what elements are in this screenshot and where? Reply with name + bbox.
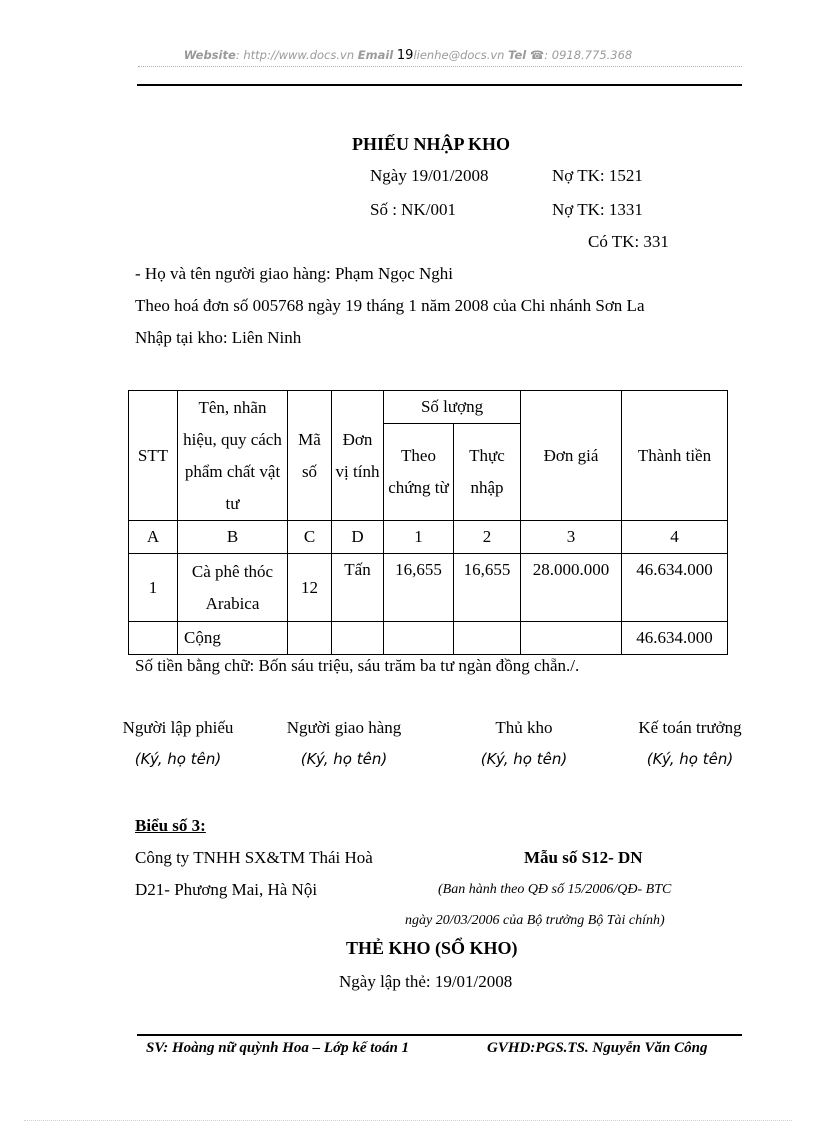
index-cell: 3 (521, 521, 622, 554)
header-code: Mã số (288, 391, 332, 521)
index-cell: 1 (384, 521, 454, 554)
receipt-date: Ngày 19/01/2008 (370, 166, 489, 185)
amount-in-words: Số tiền bằng chữ: Bốn sáu triệu, sáu trăm ba tư ngàn đồng chẵn./. (135, 656, 580, 675)
warehouse-line: Nhập tại kho: Liên Ninh (135, 328, 302, 347)
stock-card-title: THẺ KHO (SỔ KHO) (346, 938, 518, 958)
page-number: 19 (396, 48, 414, 63)
table-row (129, 554, 728, 622)
signature-chief-accountant (620, 718, 760, 768)
header-quantity: Số lượng (384, 391, 521, 424)
index-cell: D (332, 521, 384, 554)
total-empty-cell (129, 622, 178, 655)
debit-account-1: Nợ TK: 1521 (552, 166, 643, 185)
total-row (129, 622, 728, 655)
page-header (0, 48, 816, 63)
phone-icon: ☎ (529, 48, 545, 62)
index-cell: B (178, 521, 288, 554)
signature-storekeeper (454, 718, 594, 768)
header-amount: Thành tiền (622, 391, 728, 521)
signature-role: Người giao hàng (286, 718, 402, 737)
total-empty-cell (332, 622, 384, 655)
item-unit: Tấn (332, 554, 384, 622)
index-cell: 2 (454, 521, 521, 554)
deliverer-line: - Họ và tên người giao hàng: Phạm Ngọc Nghi (135, 264, 454, 283)
total-empty-cell (288, 622, 332, 655)
issuance-note-1: (Ban hành theo QĐ số 15/2006/QĐ- BTC (438, 882, 672, 897)
company-address: D21- Phương Mai, Hà Nội (135, 880, 318, 899)
signature-role: Kế toán trưởng (638, 718, 742, 737)
item-name: Cà phê thóc Arabica (178, 554, 288, 622)
total-label: Cộng (178, 622, 288, 655)
item-unit-price: 28.000.000 (521, 554, 622, 622)
issuance-note-2: ngày 20/03/2006 của Bộ trưởng Bộ Tài chính) (405, 913, 665, 928)
form-code: Mẫu số S12- DN (524, 848, 643, 867)
page-bottom-dotted-rule (24, 1120, 792, 1121)
header-item-name: Tên, nhãn hiệu, quy cách phẩm chất vật tư (178, 391, 288, 521)
item-code: 12 (288, 554, 332, 622)
appendix-label: Biểu số 3: (135, 816, 206, 835)
signature-note: (Ký, họ tên) (300, 750, 388, 768)
index-cell: A (129, 521, 178, 554)
index-cell: C (288, 521, 332, 554)
receipt-title: PHIẾU NHẬP KHO (352, 134, 511, 154)
credit-account: Có TK: 331 (588, 232, 669, 251)
item-amount: 46.634.000 (622, 554, 728, 622)
index-cell: 4 (622, 521, 728, 554)
tel-value: : 0918.775.368 (544, 48, 633, 62)
header-qty-actual: Thực nhập (454, 424, 521, 521)
signature-deliverer (274, 718, 414, 768)
footer-rule (137, 1034, 742, 1036)
item-stt: 1 (129, 554, 178, 622)
signature-role: Người lập phiếu (122, 718, 234, 737)
total-amount: 46.634.000 (622, 622, 728, 655)
website-label: Website (183, 48, 236, 62)
header-qty-document: Theo chứng từ (384, 424, 454, 521)
total-empty-cell (521, 622, 622, 655)
email-value[interactable]: lienhe@docs.vn (413, 48, 505, 62)
invoice-line: Theo hoá đơn số 005768 ngày 19 tháng 1 năm 2008 của Chi nhánh Sơn La (135, 296, 645, 315)
header-stt: STT (129, 391, 178, 521)
debit-account-2: Nợ TK: 1331 (552, 200, 643, 219)
header-unit-price: Đơn giá (521, 391, 622, 521)
receipt-number: Số : NK/001 (370, 200, 456, 219)
website-url[interactable]: : http://www.docs.vn (235, 48, 355, 62)
signature-note: (Ký, họ tên) (480, 750, 568, 768)
signature-note: (Ký, họ tên) (134, 750, 222, 768)
header-dotted-rule (138, 66, 742, 67)
total-empty-cell (384, 622, 454, 655)
footer-student: SV: Hoàng nữ quỳnh Hoa – Lớp kế toán 1 (146, 1040, 410, 1056)
item-qty-document: 16,655 (384, 554, 454, 622)
company-name: Công ty TNHH SX&TM Thái Hoà (135, 848, 373, 867)
signature-preparer (108, 718, 248, 768)
header-rule (137, 84, 742, 86)
total-empty-cell (454, 622, 521, 655)
header-unit: Đơn vị tính (332, 391, 384, 521)
stock-card-date: Ngày lập thẻ: 19/01/2008 (339, 972, 513, 991)
tel-label: Tel (508, 48, 527, 62)
footer-advisor: GVHD:PGS.TS. Nguyễn Văn Công (487, 1040, 708, 1056)
receipt-table (128, 390, 728, 655)
email-label: Email (357, 48, 394, 62)
item-qty-actual: 16,655 (454, 554, 521, 622)
signature-note: (Ký, họ tên) (646, 750, 734, 768)
signature-role: Thủ kho (495, 718, 553, 737)
